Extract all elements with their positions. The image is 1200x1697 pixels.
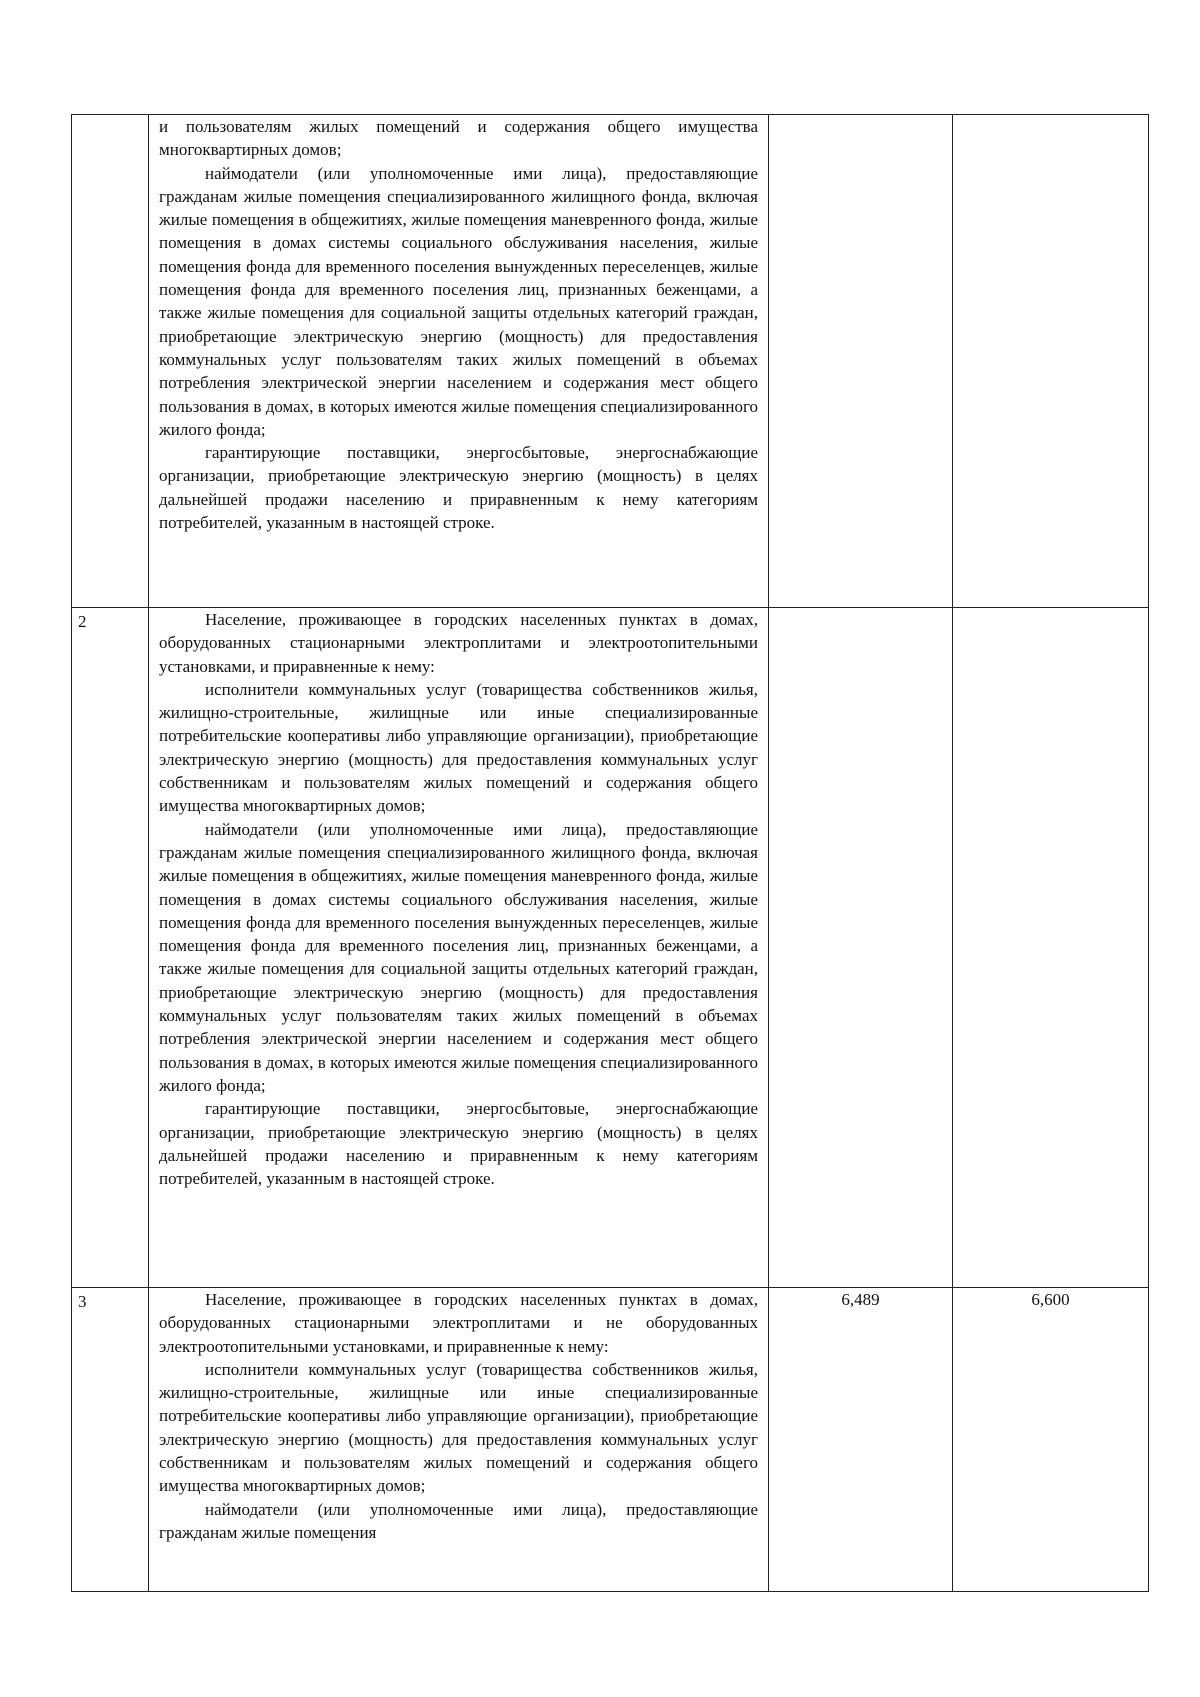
description-paragraph: и пользователям жилых помещений и содержания общего имущества многоквартирных домов;	[159, 117, 758, 160]
description-paragraph: наймодатели (или уполномоченные ими лица), предоставляющие гражданам жилые помещения специализированного жилищного фонда, включая жилые помещения в общежитиях, жилые помещения маневренного фонда, жилые помещения в домах системы социального обслуживания населения, жилые помещения фонда для временного поселения вынужденных переселенцев, жилые помещения фонда для временного поселения лиц, признанных беженцами, а также жилые помещения для социальной защиты отдельных категорий граждан, приобретающие электрическую энергию (мощность) для предоставления коммунальных услуг пользователям таких жилых помещений в объемах потребления электрической энергии населением и содержания мест общего пользования в домах, в которых имеются жилые помещения специализированного жилого фонда;	[159, 163, 758, 439]
row-description-cell	[149, 115, 769, 608]
table-row	[72, 1288, 1149, 1592]
value-cell-2	[953, 1288, 1149, 1592]
description-paragraph: наймодатели (или уполномоченные ими лица), предоставляющие гражданам жилые помещения	[159, 1499, 758, 1542]
description-paragraph: гарантирующие поставщики, энергосбытовые, энергоснабжающие организации, приобретающие электрическую энергию (мощность) в целях дальнейшей продажи населению и приравненным к нему категориям потребителей, указанным в настоящей строке.	[159, 1099, 758, 1189]
description-paragraph: Население, проживающее в городских населенных пунктах в домах, оборудованных стационарными электроплитами и электроотопительными установками, и приравненные к нему:	[159, 610, 758, 676]
row-description-cell	[149, 1288, 769, 1592]
value-cell-1	[769, 608, 953, 1288]
description-paragraph: исполнители коммунальных услуг (товарищества собственников жилья, жилищно-строительные, жилищные или иные специализированные потребительские кооперативы либо управляющие организации), приобретающие электрическую энергию (мощность) для предоставления коммунальных услуг собственникам и пользователям жилых помещений и содержания общего имущества многоквартирных домов;	[159, 1359, 758, 1496]
row-number: 2	[78, 612, 87, 631]
value-cell-1	[769, 1288, 953, 1592]
description-paragraph: Население, проживающее в городских населенных пунктах в домах, оборудованных стационарными электроплитами и не оборудованных электроотопительными установками, и приравненные к нему:	[159, 1290, 758, 1356]
tariff-table	[71, 114, 1149, 1592]
row-number-cell	[72, 608, 149, 1288]
value-cell-2	[953, 608, 1149, 1288]
value-cell-2	[953, 115, 1149, 608]
row-number-cell	[72, 115, 149, 608]
row-number: 3	[78, 1292, 87, 1311]
description-paragraph: исполнители коммунальных услуг (товарищества собственников жилья, жилищно-строительные, жилищные или иные специализированные потребительские кооперативы либо управляющие организации), приобретающие электрическую энергию (мощность) для предоставления коммунальных услуг собственникам и пользователям жилых помещений и содержания общего имущества многоквартирных домов;	[159, 679, 758, 816]
tariff-value-1: 6,489	[841, 1290, 880, 1309]
description-paragraph: наймодатели (или уполномоченные ими лица), предоставляющие гражданам жилые помещения специализированного жилищного фонда, включая жилые помещения в общежитиях, жилые помещения маневренного фонда, жилые помещения в домах системы социального обслуживания населения, жилые помещения фонда для временного поселения вынужденных переселенцев, жилые помещения фонда для временного поселения лиц, признанных беженцами, а также жилые помещения для социальной защиты отдельных категорий граждан, приобретающие электрическую энергию (мощность) для предоставления коммунальных услуг пользователям таких жилых помещений в объемах потребления электрической энергии населением и содержания мест общего пользования в домах, в которых имеются жилые помещения специализированного жилого фонда;	[159, 819, 758, 1095]
tariff-value-2: 6,600	[1031, 1290, 1070, 1309]
row-description-cell	[149, 608, 769, 1288]
table-row	[72, 608, 1149, 1288]
table-row	[72, 115, 1149, 608]
description-paragraph: гарантирующие поставщики, энергосбытовые, энергоснабжающие организации, приобретающие электрическую энергию (мощность) в целях дальнейшей продажи населению и приравненным к нему категориям потребителей, указанным в настоящей строке.	[159, 443, 758, 533]
value-cell-1	[769, 115, 953, 608]
row-number-cell	[72, 1288, 149, 1592]
